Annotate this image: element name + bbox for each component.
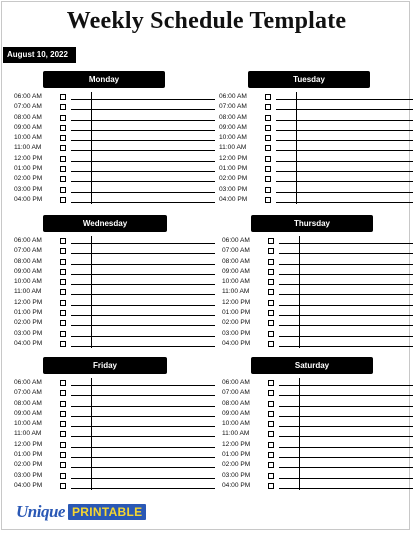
write-in-line[interactable] [279,385,413,386]
day-block-friday [14,357,215,491]
checkbox-icon[interactable] [268,238,274,244]
time-label: 12:00 PM [14,440,43,448]
checkbox-icon[interactable] [268,462,274,468]
checkbox-icon[interactable] [268,380,274,386]
time-label: 07:00 AM [14,247,42,255]
write-in-line[interactable] [279,346,413,347]
checkbox-icon[interactable] [60,310,66,316]
write-in-line[interactable] [71,467,215,468]
checkbox-icon[interactable] [60,104,66,110]
write-in-line[interactable] [71,436,215,437]
time-label: 06:00 AM [14,237,42,244]
time-label: 12:00 PM [14,298,43,306]
checkbox-icon[interactable] [60,166,66,172]
checkbox-icon[interactable] [60,289,66,295]
checkbox-icon[interactable] [60,156,66,162]
time-label: 11:00 AM [222,288,250,296]
write-in-line[interactable] [71,264,215,265]
write-in-line[interactable] [279,264,413,265]
write-in-line[interactable] [71,294,215,295]
time-label: 03:00 PM [14,329,43,337]
date-badge: August 10, 2022 [3,47,76,63]
time-label: 04:00 PM [219,195,248,203]
write-in-line[interactable] [71,171,215,172]
write-in-line[interactable] [279,395,413,396]
write-in-line[interactable] [276,140,413,141]
time-label: 04:00 PM [222,481,251,489]
time-label: 04:00 PM [14,339,43,347]
checkbox-icon[interactable] [60,125,66,131]
time-slot-row [219,113,413,123]
checkbox-icon[interactable] [268,310,274,316]
write-in-line[interactable] [279,467,413,468]
day-block-tuesday [219,71,413,205]
time-slot-row [14,195,215,205]
time-slot-row [14,246,215,256]
time-slot-row [14,339,215,349]
write-in-line[interactable] [276,109,413,110]
time-slot-row [219,174,413,184]
checkbox-icon[interactable] [60,341,66,347]
checkbox-icon[interactable] [265,156,271,162]
day-block-monday [14,71,215,205]
logo [16,503,146,521]
write-in-line[interactable] [71,130,215,131]
write-in-line[interactable] [71,284,215,285]
write-in-line[interactable] [279,488,413,489]
time-slot-row [222,471,413,481]
write-in-line[interactable] [279,294,413,295]
checkbox-icon[interactable] [60,411,66,417]
day-block-wednesday [14,215,215,349]
time-label: 10:00 AM [14,420,42,428]
time-label: 10:00 AM [14,278,42,286]
time-slot-row [14,236,215,246]
time-slot-row [222,236,413,246]
day-header: Tuesday [248,71,370,88]
checkbox-icon[interactable] [60,135,66,141]
checkbox-icon[interactable] [60,115,66,121]
time-slot-row [14,102,215,112]
checkbox-icon[interactable] [60,320,66,326]
time-slot-row [219,102,413,112]
time-slot-row [222,246,413,256]
checkbox-icon[interactable] [60,331,66,337]
time-label: 08:00 AM [14,399,42,407]
write-in-line[interactable] [71,395,215,396]
time-slot-row [14,164,215,174]
write-in-line[interactable] [71,99,215,100]
write-in-line[interactable] [276,202,413,203]
write-in-line[interactable] [71,346,215,347]
time-slot-row [14,329,215,339]
time-label: 04:00 PM [222,339,251,347]
time-slot-row [222,409,413,419]
write-in-line[interactable] [279,426,413,427]
time-slot-row [222,339,413,349]
day-header: Wednesday [43,215,167,232]
write-in-line[interactable] [279,478,413,479]
time-label: 11:00 AM [14,288,42,296]
checkbox-icon[interactable] [60,269,66,275]
time-label: 07:00 AM [14,103,42,111]
time-slot-row [222,450,413,460]
checkbox-icon[interactable] [265,197,271,203]
checkbox-icon[interactable] [60,462,66,468]
write-in-line[interactable] [71,336,215,337]
write-in-line[interactable] [279,336,413,337]
time-slot-row [14,154,215,164]
time-label: 09:00 AM [222,267,250,275]
time-slot-row [222,287,413,297]
write-in-line[interactable] [71,120,215,121]
logo-unique-text: Unique [16,502,65,521]
write-in-line[interactable] [71,140,215,141]
checkbox-icon[interactable] [265,166,271,172]
write-in-line[interactable] [71,305,215,306]
checkbox-icon[interactable] [268,300,274,306]
checkbox-icon[interactable] [265,145,271,151]
time-slot-row [14,388,215,398]
time-label: 02:00 PM [14,319,43,327]
time-slot-row [219,123,413,133]
time-label: 03:00 PM [219,185,248,193]
time-slot-row [222,267,413,277]
time-label: 07:00 AM [222,247,250,255]
write-in-line[interactable] [71,243,215,244]
time-slot-row [222,277,413,287]
checkbox-icon[interactable] [268,442,274,448]
checkbox-icon[interactable] [265,187,271,193]
write-in-line[interactable] [71,478,215,479]
time-label: 02:00 PM [222,461,251,469]
time-label: 08:00 AM [222,399,250,407]
write-in-line[interactable] [71,253,215,254]
checkbox-icon[interactable] [265,104,271,110]
time-slot-row [14,318,215,328]
time-label: 03:00 PM [222,329,251,337]
time-label: 08:00 AM [14,113,42,121]
time-label: 07:00 AM [222,389,250,397]
time-slot-row [222,481,413,491]
checkbox-icon[interactable] [60,442,66,448]
write-in-line[interactable] [71,325,215,326]
write-in-line[interactable] [71,161,215,162]
time-label: 11:00 AM [14,144,42,152]
checkbox-icon[interactable] [268,483,274,489]
checkbox-icon[interactable] [60,248,66,254]
time-slot-row [14,143,215,153]
time-label: 01:00 PM [14,451,43,459]
time-slot-list [14,378,215,491]
write-in-line[interactable] [71,416,215,417]
time-label: 01:00 PM [219,165,248,173]
checkbox-icon[interactable] [268,259,274,265]
time-slot-row [219,154,413,164]
time-label: 11:00 AM [222,430,250,438]
checkbox-icon[interactable] [60,197,66,203]
time-label: 10:00 AM [222,420,250,428]
checkbox-icon[interactable] [60,401,66,407]
checkbox-icon[interactable] [60,473,66,479]
checkbox-icon[interactable] [60,452,66,458]
time-slot-row [222,388,413,398]
time-label: 12:00 PM [222,440,251,448]
time-slot-row [14,298,215,308]
time-slot-row [222,378,413,388]
time-label: 07:00 AM [219,103,247,111]
checkbox-icon[interactable] [268,320,274,326]
time-slot-row [14,450,215,460]
write-in-line[interactable] [279,274,413,275]
checkbox-icon[interactable] [60,94,66,100]
time-slot-row [222,399,413,409]
time-slot-row [219,133,413,143]
time-slot-row [14,419,215,429]
checkbox-icon[interactable] [60,279,66,285]
time-label: 10:00 AM [219,134,247,142]
time-slot-row [14,409,215,419]
checkbox-icon[interactable] [268,452,274,458]
time-slot-row [14,174,215,184]
time-label: 10:00 AM [14,134,42,142]
write-in-line[interactable] [276,120,413,121]
write-in-line[interactable] [276,181,413,182]
time-slot-row [14,308,215,318]
checkbox-icon[interactable] [60,187,66,193]
time-label: 08:00 AM [219,113,247,121]
checkbox-icon[interactable] [265,115,271,121]
write-in-line[interactable] [71,406,215,407]
day-header: Monday [43,71,165,88]
time-label: 11:00 AM [219,144,247,152]
write-in-line[interactable] [71,192,215,193]
time-slot-row [222,308,413,318]
checkbox-icon[interactable] [60,380,66,386]
checkbox-icon[interactable] [60,176,66,182]
time-label: 01:00 PM [14,309,43,317]
time-label: 12:00 PM [14,154,43,162]
time-label: 10:00 AM [222,278,250,286]
day-header: Saturday [251,357,373,374]
time-slot-row [222,257,413,267]
time-slot-row [14,257,215,267]
checkbox-icon[interactable] [60,259,66,265]
logo-printable-text: PRINTABLE [68,504,146,520]
checkbox-icon[interactable] [60,431,66,437]
time-label: 03:00 PM [14,185,43,193]
day-block-thursday [222,215,413,349]
checkbox-icon[interactable] [268,390,274,396]
time-label: 11:00 AM [14,430,42,438]
checkbox-icon[interactable] [60,300,66,306]
time-slot-row [14,267,215,277]
time-label: 09:00 AM [14,409,42,417]
time-slot-row [219,185,413,195]
time-label: 09:00 AM [219,123,247,131]
checkbox-icon[interactable] [265,94,271,100]
time-slot-row [14,92,215,102]
checkbox-icon[interactable] [268,341,274,347]
time-label: 03:00 PM [14,471,43,479]
write-in-line[interactable] [279,406,413,407]
time-slot-list [222,236,413,349]
time-label: 01:00 PM [14,165,43,173]
time-slot-row [219,195,413,205]
write-in-line[interactable] [279,315,413,316]
write-in-line[interactable] [279,305,413,306]
write-in-line[interactable] [71,274,215,275]
time-slot-row [14,440,215,450]
write-in-line[interactable] [279,284,413,285]
time-slot-row [222,460,413,470]
write-in-line[interactable] [276,192,413,193]
write-in-line[interactable] [71,457,215,458]
time-label: 07:00 AM [14,389,42,397]
write-in-line[interactable] [276,150,413,151]
write-in-line[interactable] [71,109,215,110]
time-slot-row [222,318,413,328]
checkbox-icon[interactable] [265,135,271,141]
time-label: 04:00 PM [14,481,43,489]
write-in-line[interactable] [71,426,215,427]
time-label: 08:00 AM [14,257,42,265]
checkbox-icon[interactable] [268,269,274,275]
checkbox-icon[interactable] [60,390,66,396]
time-slot-list [222,378,413,491]
write-in-line[interactable] [279,447,413,448]
time-slot-row [222,419,413,429]
day-header: Thursday [251,215,373,232]
checkbox-icon[interactable] [60,483,66,489]
checkbox-icon[interactable] [265,125,271,131]
time-label: 12:00 PM [219,154,248,162]
time-label: 01:00 PM [222,309,251,317]
time-slot-row [222,329,413,339]
checkbox-icon[interactable] [268,289,274,295]
checkbox-icon[interactable] [60,421,66,427]
time-label: 09:00 AM [14,123,42,131]
checkbox-icon[interactable] [268,473,274,479]
time-slot-row [14,460,215,470]
time-slot-list [14,92,215,205]
write-in-line[interactable] [276,171,413,172]
time-slot-row [14,287,215,297]
time-slot-row [14,123,215,133]
time-slot-row [14,399,215,409]
time-label: 06:00 AM [14,93,42,100]
checkbox-icon[interactable] [268,331,274,337]
write-in-line[interactable] [279,325,413,326]
time-slot-row [14,133,215,143]
time-slot-row [219,143,413,153]
write-in-line[interactable] [71,488,215,489]
time-label: 06:00 AM [222,379,250,386]
write-in-line[interactable] [276,161,413,162]
write-in-line[interactable] [71,315,215,316]
time-slot-row [222,429,413,439]
time-slot-row [14,113,215,123]
checkbox-icon[interactable] [265,176,271,182]
time-slot-list [219,92,413,205]
write-in-line[interactable] [279,416,413,417]
time-label: 02:00 PM [219,175,248,183]
checkbox-icon[interactable] [60,145,66,151]
time-label: 09:00 AM [14,267,42,275]
time-slot-row [14,481,215,491]
checkbox-icon[interactable] [268,401,274,407]
write-in-line[interactable] [276,130,413,131]
checkbox-icon[interactable] [268,411,274,417]
write-in-line[interactable] [71,385,215,386]
time-label: 06:00 AM [219,93,247,100]
time-slot-row [14,378,215,388]
time-slot-row [219,92,413,102]
checkbox-icon[interactable] [268,248,274,254]
time-slot-row [219,164,413,174]
day-block-saturday [222,357,413,491]
time-label: 01:00 PM [222,451,251,459]
write-in-line[interactable] [71,202,215,203]
checkbox-icon[interactable] [60,238,66,244]
time-label: 12:00 PM [222,298,251,306]
write-in-line[interactable] [279,243,413,244]
write-in-line[interactable] [279,457,413,458]
time-label: 02:00 PM [14,175,43,183]
time-label: 02:00 PM [14,461,43,469]
time-label: 09:00 AM [222,409,250,417]
write-in-line[interactable] [71,447,215,448]
time-label: 08:00 AM [222,257,250,265]
time-slot-list [14,236,215,349]
time-slot-row [14,185,215,195]
time-label: 03:00 PM [222,471,251,479]
time-slot-row [14,277,215,287]
write-in-line[interactable] [276,99,413,100]
write-in-line[interactable] [71,181,215,182]
checkbox-icon[interactable] [268,431,274,437]
checkbox-icon[interactable] [268,279,274,285]
time-slot-row [222,440,413,450]
write-in-line[interactable] [279,253,413,254]
write-in-line[interactable] [71,150,215,151]
time-label: 06:00 AM [222,237,250,244]
time-label: 02:00 PM [222,319,251,327]
time-label: 06:00 AM [14,379,42,386]
time-slot-row [14,471,215,481]
write-in-line[interactable] [279,436,413,437]
checkbox-icon[interactable] [268,421,274,427]
time-slot-row [222,298,413,308]
time-slot-row [14,429,215,439]
day-header: Friday [43,357,167,374]
time-label: 04:00 PM [14,195,43,203]
page-title: Weekly Schedule Template [66,8,347,34]
